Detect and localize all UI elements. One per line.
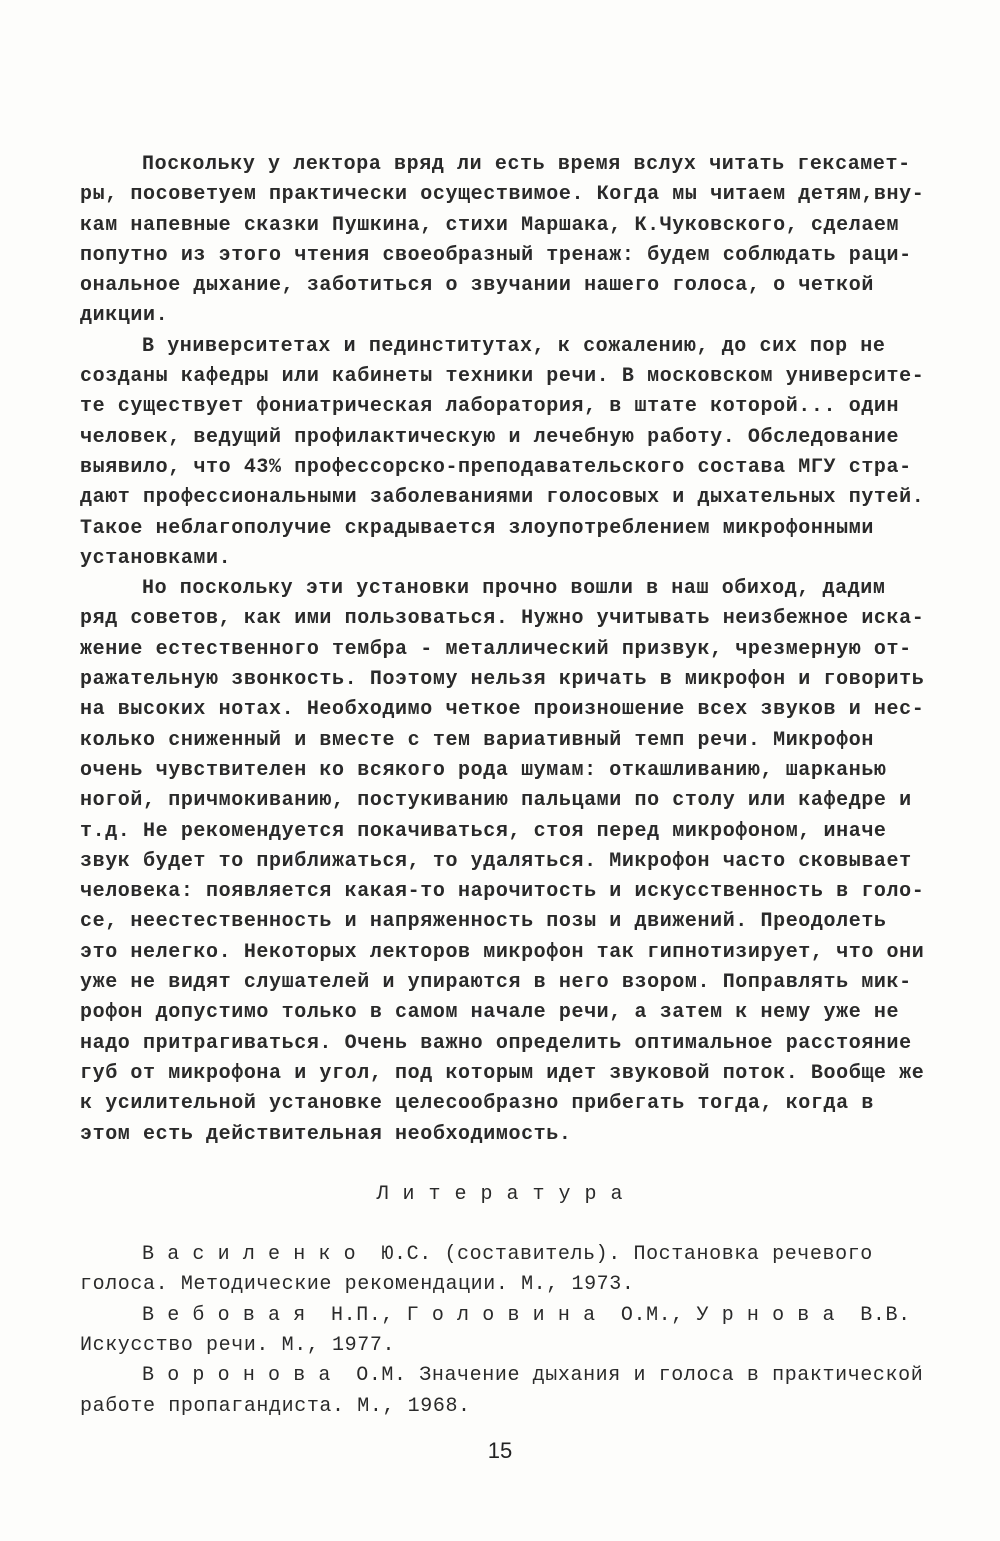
text-line: уже не видят слушателей и упираются в него взором. Поправлять мик- (80, 971, 912, 995)
text-line: работе пропагандиста. М., 1968. (80, 1394, 471, 1418)
text-line: этом есть действительная необходимость. (80, 1122, 572, 1146)
paragraph (80, 332, 925, 574)
reference-item (80, 1301, 920, 1362)
text-line: голоса. Методические рекомендации. М., 1973. (80, 1273, 635, 1297)
text-line: очень чувствителен ко всякого рода шумам: откашливанию, шарканью (80, 758, 887, 782)
text-line: Но поскольку эти установки прочно вошли в наш обиход, дадим (142, 577, 886, 601)
text-line: надо притрагиваться. Очень важно определить оптимальное расстояние (80, 1031, 912, 1055)
page-number: 15 (487, 1438, 513, 1463)
paragraph (80, 574, 925, 1150)
text-line: Такое неблагополучие скрадывается злоупотреблением микрофонными (80, 516, 874, 540)
text-line: ногой, причмокиванию, постукиванию пальцами по столу или кафедре и (80, 789, 912, 813)
text-line: человек, ведущий профилактическую и лечебную работу. Обследование (80, 425, 900, 449)
text-line: се, неестественность и напряженность позы и движений. Преодолеть (80, 910, 887, 934)
text-line: те существует фониатрическая лаборатория, в штате которой... один (80, 395, 900, 419)
text-line: В о р о н о в а О.М. Значение дыхания и голоса в практической (142, 1364, 924, 1388)
text-line: В е б о в а я Н.П., Г о л о в и н а О.М., У р н о в а В.В. (142, 1303, 911, 1327)
text-line: выявило, что 43% профессорско-преподавательского состава МГУ стра- (80, 455, 912, 479)
text-line: Поскольку у лектора вряд ли есть время вслух читать гексамет- (142, 153, 911, 176)
text-line: жение естественного тембра - металлический призвук, чрезмерную от- (80, 637, 912, 661)
text-line: попутно из этого чтения своеобразный тренаж: будем соблюдать раци- (80, 243, 912, 267)
reference-item (80, 1361, 924, 1422)
text-line: кам напевные сказки Пушкина, стихи Маршака, К.Чуковского, сделаем (80, 213, 900, 237)
text-line: дают профессиональными заболеваниями голосовых и дыхательных путей. (80, 486, 925, 510)
text-line: установками. (80, 546, 232, 570)
text-line: дикции. (80, 304, 169, 328)
body-text (80, 150, 925, 1150)
text-line: ональное дыхание, заботиться о звучании нашего голоса, о четкой (80, 274, 874, 298)
text-line: рофон допустимо только в самом начале речи, а затем к нему уже не (80, 1001, 900, 1025)
text-line: человека: появляется какая-то нарочитость и искусственность в голо- (80, 880, 925, 904)
text-line: ряд советов, как ими пользоваться. Нужно учитывать неизбежное иска- (80, 607, 925, 631)
text-line: созданы кафедры или кабинеты техники речи. В московском университе- (80, 365, 925, 389)
text-line: В университетах и пединститутах, к сожалению, до сих пор не (142, 334, 886, 358)
text-line: ражательную звонкость. Поэтому нельзя кричать в микрофон и говорить (80, 668, 925, 692)
text-line: на высоких нотах. Необходимо четкое произношение всех звуков и нес- (80, 698, 925, 722)
text-line: В а с и л е н к о Ю.С. (составитель). Постановка речевого (142, 1243, 873, 1267)
document-page (80, 150, 925, 1422)
text-line: колько сниженный и вместе с тем вариативный темп речи. Микрофон (80, 728, 874, 752)
reference-item (80, 1240, 920, 1301)
bibliography-list (80, 1240, 924, 1422)
text-line: Искусство речи. М., 1977. (80, 1333, 396, 1357)
text-line: т.д. Не рекомендуется покачиваться, стоя перед микрофоном, иначе (80, 819, 887, 843)
text-line: к усилительной установке целесообразно прибегать тогда, когда в (80, 1092, 874, 1116)
text-line: губ от микрофона и угол, под которым идет звуковой поток. Вообще же (80, 1061, 925, 1085)
text-line: ры, посоветуем практически осуществимое. Когда мы читаем детям,вну- (80, 183, 925, 207)
text-line: звук будет то приближаться, то удаляться. Микрофон часто сковывает (80, 849, 912, 873)
text-line: это нелегко. Некоторых лекторов микрофон так гипнотизирует, что они (80, 940, 925, 964)
bibliography-heading: Л и т е р а т у р а (376, 1182, 624, 1206)
paragraph (80, 150, 925, 332)
